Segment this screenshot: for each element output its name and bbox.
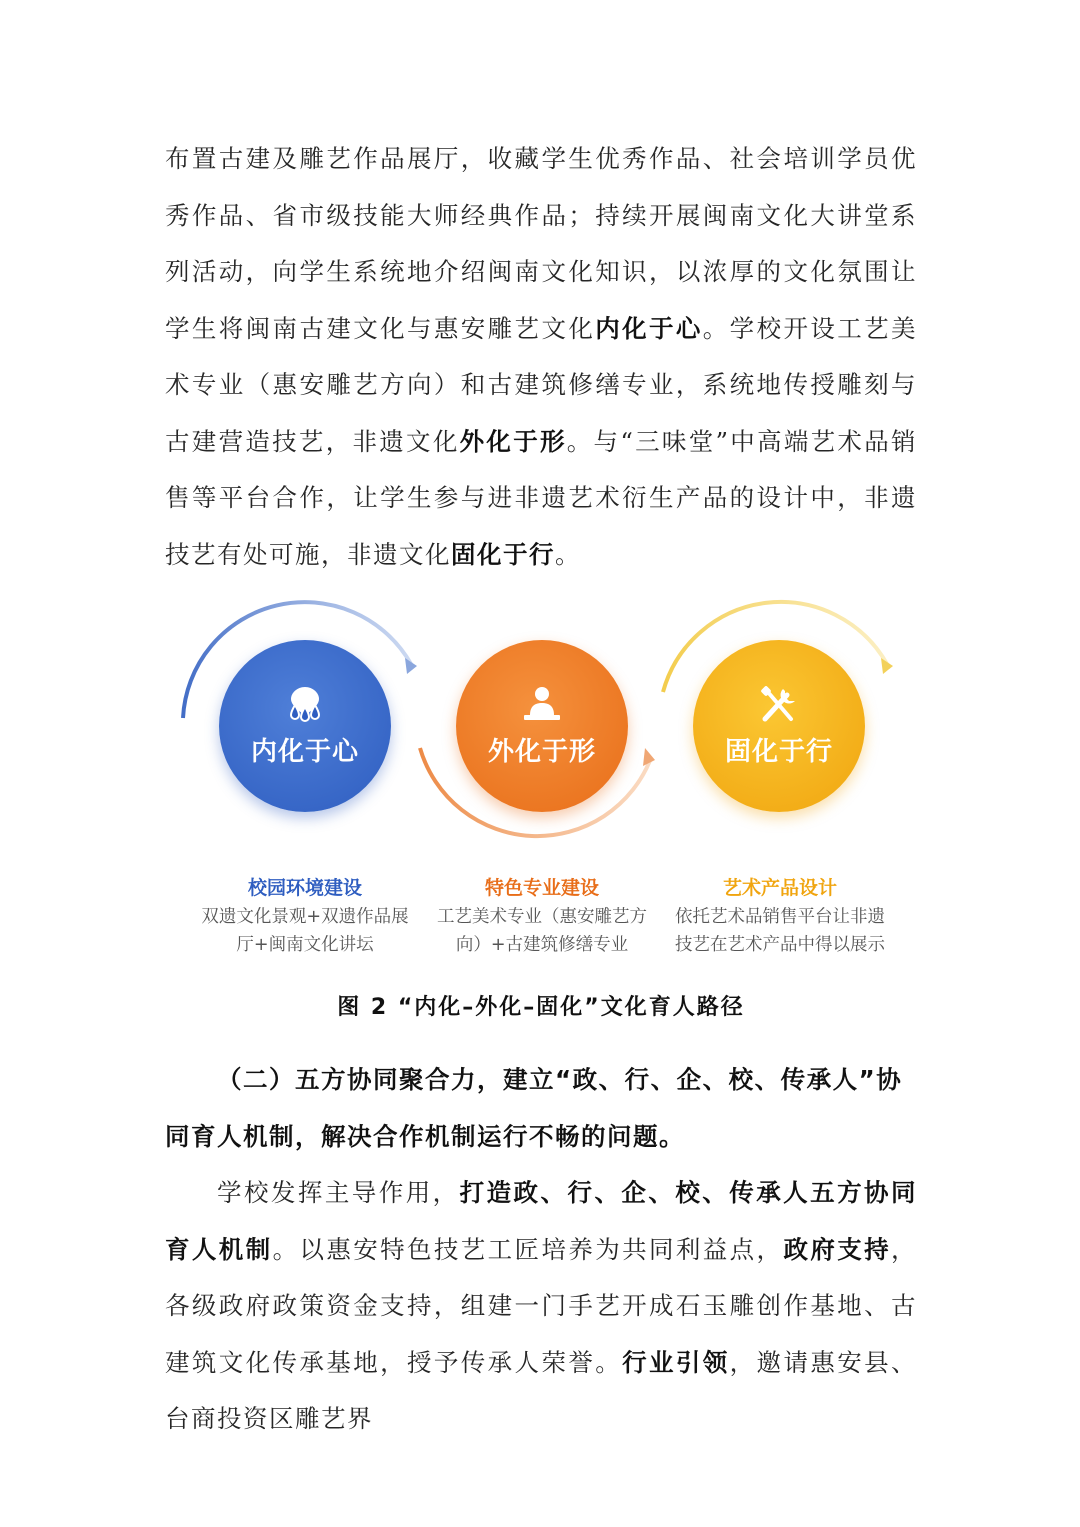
bold-phrase: 内化于心 <box>595 313 703 343</box>
caption-line: 双遗文化景观+双遗作品展 <box>201 907 409 927</box>
caption-title: 艺术产品设计 <box>722 877 837 899</box>
paragraph-text: 。 <box>555 539 581 569</box>
circle-label: 固化于行 <box>724 736 833 767</box>
path-diagram <box>175 588 905 973</box>
caption-description <box>665 903 895 959</box>
paragraph-text: 。以惠安特色技艺工匠培养为共同利益点， <box>272 1234 784 1264</box>
caption-title: 校园环境建设 <box>247 877 362 899</box>
body-paragraph-1 <box>165 131 917 583</box>
figure-caption: 图 2 “内化–外化–固化”文化育人路径 <box>337 995 745 1020</box>
tools-icon <box>757 685 801 725</box>
caption-line: 厅+闽南文化讲坛 <box>236 935 374 955</box>
body-paragraph-2 <box>165 1165 917 1448</box>
circle-label: 外化于形 <box>487 736 596 767</box>
caption-line: 依托艺术品销售平台让非遗 <box>675 907 885 927</box>
caption-line: 技艺在艺术产品中得以展示 <box>675 935 885 955</box>
caption-title: 特色专业建设 <box>484 877 599 899</box>
circle-label: 内化于心 <box>250 736 359 767</box>
paragraph-text: ，邀请惠安县、台商投资区雕艺界 <box>165 1347 918 1433</box>
bold-phrase: 打造政、行、企、校、传承人五方协同育人机制 <box>165 1178 917 1264</box>
section-heading: （二）五方协同聚合力，建立“政、行、企、校、传承人”协同育人机制，解决合作机制运行不畅的问题。 <box>165 1065 903 1151</box>
paragraph-text: 学校发挥主导作用， <box>217 1178 460 1207</box>
caption-description <box>190 903 420 959</box>
caption-description <box>427 903 657 959</box>
solid-action-circle <box>693 640 865 812</box>
paragraph-text: 。学校开设工艺美术专业（惠安雕艺方向）和古建筑修缮专业，系统地传授雕刻与古建营造技艺，非遗文化 <box>165 313 918 456</box>
paragraph-text: 布置古建及雕艺作品展厅，收藏学生优秀作品、社会培训学员优秀作品、省市级技能大师经典作品；持续开展闽南文化大讲堂系列活动，向学生系统地介绍闽南文化知识，以浓厚的文化氛围让学生将闽南古建文化与惠安雕艺文化 <box>165 144 917 343</box>
paragraph-text: ，各级政府政策资金支持，组建一门手艺开成石玉雕创作基地、古建筑文化传承基地，授予传承人荣誉。 <box>165 1234 918 1377</box>
caption-line: 工艺美术专业（惠安雕艺方 <box>437 907 647 927</box>
bold-phrase: 固化于行 <box>451 539 555 569</box>
caption-line: 向）+古建筑修缮专业 <box>455 935 629 955</box>
bold-phrase: 政府支持 <box>783 1234 892 1264</box>
bold-phrase: 行业引领 <box>622 1347 730 1377</box>
person-at-desk-icon <box>520 685 564 725</box>
droplets-icon <box>283 685 327 725</box>
paragraph-text: 。与“三味堂”中高端艺术品销售等平台合作，让学生参与进非遗艺术衍生产品的设计中，非遗技艺有处可施，非遗文化 <box>165 426 917 569</box>
bold-phrase: 外化于形 <box>459 426 567 456</box>
outer-form-circle <box>456 640 628 812</box>
inner-heart-circle <box>219 640 391 812</box>
